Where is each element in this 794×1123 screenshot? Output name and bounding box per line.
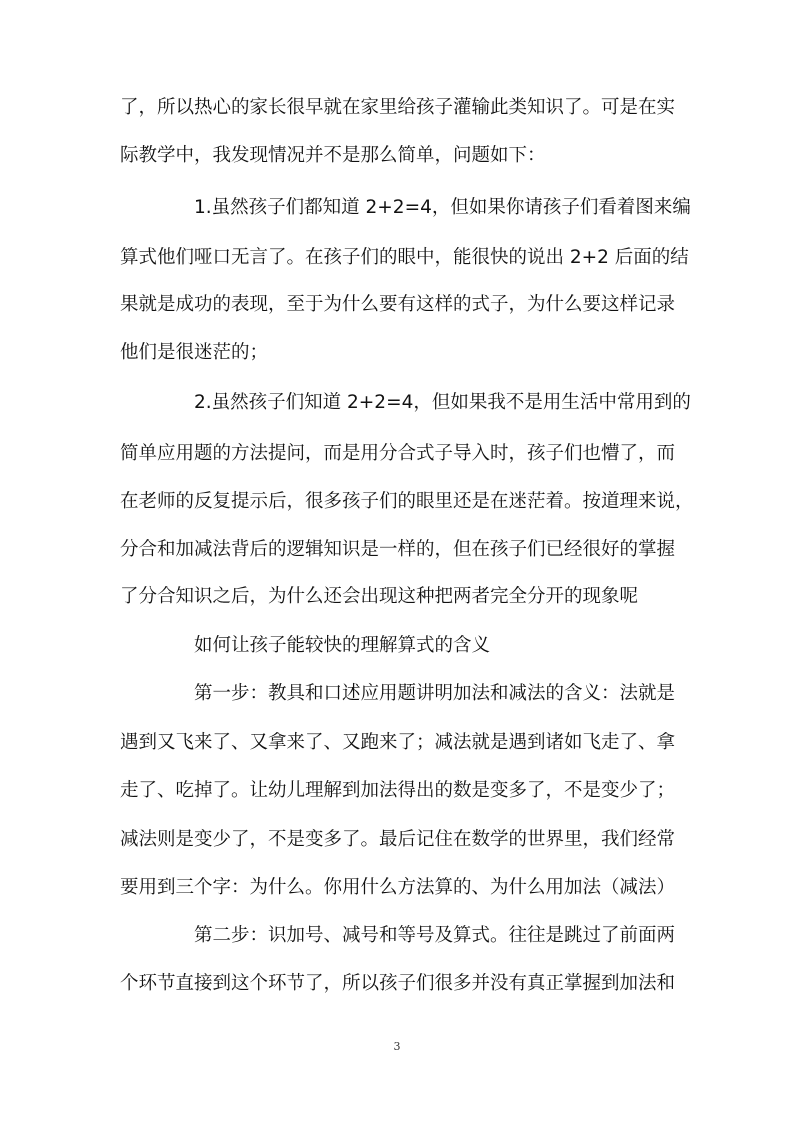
text-line-17: 要用到三个字：为什么。你用什么方法算的、为什么用加法（减法） [120,877,676,898]
text-line-7: 2.虽然孩子们知道 2+2=4，但如果我不是用生活中常用到的 [194,392,691,413]
text-line-8: 简单应用题的方法提问，而是用分合式子导入时，孩子们也懵了，而 [120,443,676,464]
text-line-19: 个环节直接到这个环节了，所以孩子们很多并没有真正掌握到加法和 [120,973,676,994]
text-line-13: 第一步：教具和口述应用题讲明加法和减法的含义：法就是 [194,683,676,704]
text-line-10: 分合和加减法背后的逻辑知识是一样的，但在孩子们已经很好的掌握 [120,539,676,560]
text-line-14: 遇到又飞来了、又拿来了、又跑来了；减法就是遇到诸如飞走了、拿 [120,732,676,753]
text-line-16: 减法则是变少了，不是变多了。最后记住在数学的世界里，我们经常 [120,829,676,850]
text-line-6: 他们是很迷茫的； [120,342,269,363]
text-line-18: 第二步：识加号、减号和等号及算式。往往是跳过了前面两 [194,925,676,946]
page-number: 3 [393,1040,401,1053]
text-line-15: 走了、吃掉了。让幼儿理解到加法得出的数是变多了，不是变少了； [120,780,676,801]
text-line-3: 1.虽然孩子们都知道 2+2=4，但如果你请孩子们看着图来编 [194,197,691,218]
text-line-11: 了分合知识之后，为什么还会出现这种把两者完全分开的现象呢 [120,586,639,607]
text-line-5: 果就是成功的表现，至于为什么要有这样的式子，为什么要这样记录 [120,294,676,315]
text-line-1: 了，所以热心的家长很早就在家里给孩子灌输此类知识了。可是在实 [120,97,676,118]
text-line-4: 算式他们哑口无言了。在孩子们的眼中，能很快的说出 2+2 后面的结 [120,247,689,268]
text-line-9: 在老师的反复提示后，很多孩子们的眼里还是在迷茫着。按道理来说， [120,491,694,512]
text-line-2: 际教学中，我发现情况并不是那么简单，问题如下： [120,145,546,166]
section-heading: 如何让孩子能较快的理解算式的含义 [194,635,491,656]
